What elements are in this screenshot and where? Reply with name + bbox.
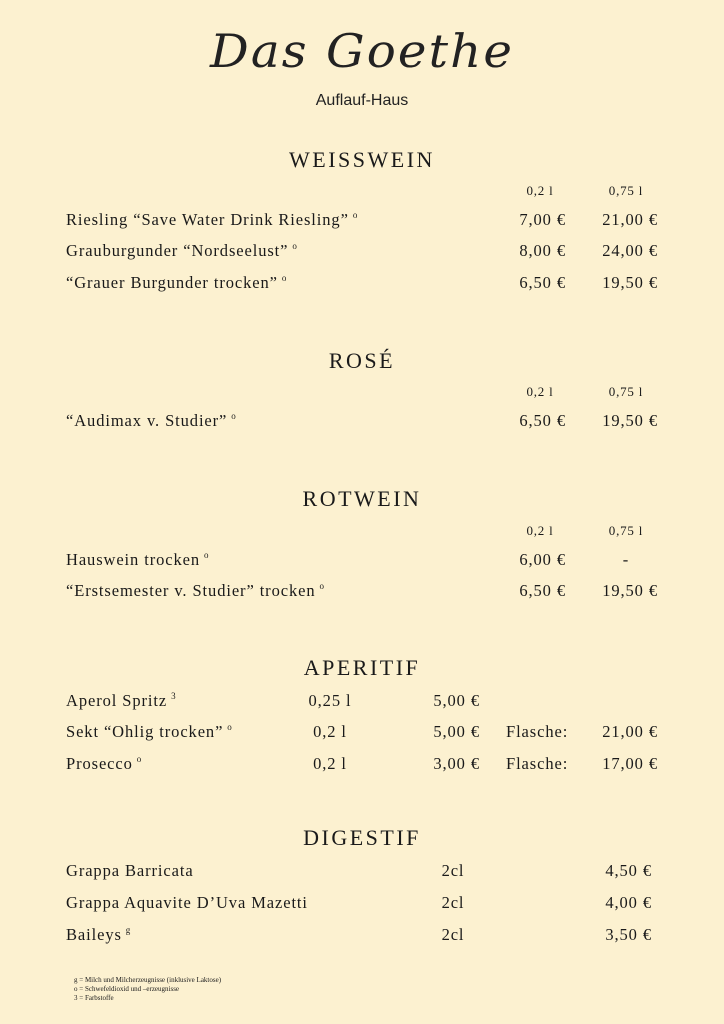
item-name <box>66 210 358 230</box>
item-name <box>66 273 287 293</box>
allergen-mark: o <box>204 550 210 560</box>
price-bottle: 19,50 € <box>602 273 658 292</box>
item-name-text: Baileys <box>66 925 122 944</box>
menu-item <box>0 581 724 603</box>
item-name-text: “Audimax v. Studier” <box>66 411 228 430</box>
item-name <box>66 925 131 945</box>
allergen-mark: o <box>292 241 298 251</box>
allergen-mark: o <box>319 581 325 591</box>
allergen-mark: g <box>125 925 132 935</box>
menu-item <box>0 550 724 572</box>
item-price: 3,00 € <box>433 754 480 773</box>
menu-item <box>0 925 724 947</box>
bottle-label: Flasche: <box>506 722 569 741</box>
allergen-mark: o <box>136 754 143 764</box>
item-name <box>66 893 312 913</box>
item-price: 4,50 € <box>605 861 652 880</box>
menu-item <box>0 722 724 744</box>
price-bottle: 19,50 € <box>602 581 658 600</box>
price-bottle: 21,00 € <box>602 210 658 229</box>
menu-item <box>0 411 724 433</box>
size-header <box>0 183 724 205</box>
item-name <box>66 581 325 601</box>
logo: Das Goethe <box>209 24 515 78</box>
allergen-mark: o <box>281 273 288 283</box>
allergen-mark: o <box>227 722 233 732</box>
item-name-text: Prosecco <box>66 754 133 773</box>
item-price: 4,00 € <box>605 893 652 912</box>
item-price: 5,00 € <box>433 691 480 710</box>
bottle-price: 17,00 € <box>602 754 658 773</box>
section-title-digestif: DIGESTIF <box>303 825 421 850</box>
menu-item <box>0 691 724 713</box>
size-header <box>0 384 724 406</box>
item-name <box>66 754 142 774</box>
menu-item <box>0 893 724 915</box>
item-size: 2cl <box>441 861 465 880</box>
section-title-rose: ROSÉ <box>328 348 396 373</box>
item-name <box>66 722 233 742</box>
size-label: 0,75 l <box>608 384 644 399</box>
price-small: 7,00 € <box>519 210 566 229</box>
item-name <box>66 550 209 570</box>
size-label: 0,2 l <box>526 384 554 399</box>
item-name-text: Sekt “Ohlig trocken” <box>66 722 224 741</box>
menu-item <box>0 241 724 263</box>
item-name-text: “Erstsemester v. Studier” trocken <box>66 581 316 600</box>
size-label: 0,2 l <box>526 183 554 198</box>
item-name <box>66 411 237 431</box>
price-small: 6,50 € <box>519 273 566 292</box>
size-header <box>0 523 724 545</box>
menu-item <box>0 273 724 295</box>
item-name <box>66 241 298 261</box>
price-bottle: 19,50 € <box>602 411 658 430</box>
item-name-text: Riesling “Save Water Drink Riesling” <box>66 210 349 229</box>
menu-item <box>0 210 724 232</box>
item-name-text: “Grauer Burgunder trocken” <box>66 273 278 292</box>
section-title-rotwein: ROTWEIN <box>302 486 422 511</box>
item-name-text: Grauburgunder “Nordseelust” <box>66 241 289 260</box>
bottle-price: 21,00 € <box>602 722 658 741</box>
price-small: 6,00 € <box>519 550 566 569</box>
price-small: 6,50 € <box>519 581 566 600</box>
footnote: g = Milch und Milcherzeugnisse (inklusive Laktose) <box>74 976 222 984</box>
price-small: 8,00 € <box>519 241 566 260</box>
item-name-text: Grappa Barricata <box>66 861 194 880</box>
allergen-mark: o <box>352 210 359 220</box>
price-bottle: 24,00 € <box>602 241 658 260</box>
item-size: 2cl <box>441 893 465 912</box>
menu-item <box>0 754 724 776</box>
item-size: 0,2 l <box>313 722 347 741</box>
item-size: 0,25 l <box>308 691 352 710</box>
footnote: 3 = Farbstoffe <box>74 994 114 1002</box>
bottle-label: Flasche: <box>506 754 569 773</box>
size-label: 0,75 l <box>608 523 644 538</box>
size-label: 0,75 l <box>608 183 644 198</box>
allergen-mark: o <box>231 411 237 421</box>
price-bottle: - <box>622 550 630 569</box>
allergen-mark: 3 <box>171 691 177 701</box>
item-price: 5,00 € <box>433 722 480 741</box>
section-title-aperitif: APERITIF <box>303 655 421 680</box>
item-size: 2cl <box>441 925 465 944</box>
item-name <box>66 861 198 881</box>
footnote: o = Schwefeldioxid und –erzeugnisse <box>74 985 180 993</box>
item-name-text: Aperol Spritz <box>66 691 168 710</box>
footnotes <box>74 976 221 1003</box>
price-small: 6,50 € <box>519 411 566 430</box>
item-size: 0,2 l <box>313 754 347 773</box>
section-title-weisswein: WEISSWEIN <box>289 147 435 172</box>
size-label: 0,2 l <box>526 523 554 538</box>
subtitle: Auflauf-Haus <box>315 92 409 109</box>
menu-item <box>0 861 724 883</box>
item-name-text: Grappa Aquavite D’Uva Mazetti <box>66 893 308 912</box>
item-name-text: Hauswein trocken <box>66 550 200 569</box>
item-name <box>66 691 176 711</box>
item-price: 3,50 € <box>605 925 652 944</box>
